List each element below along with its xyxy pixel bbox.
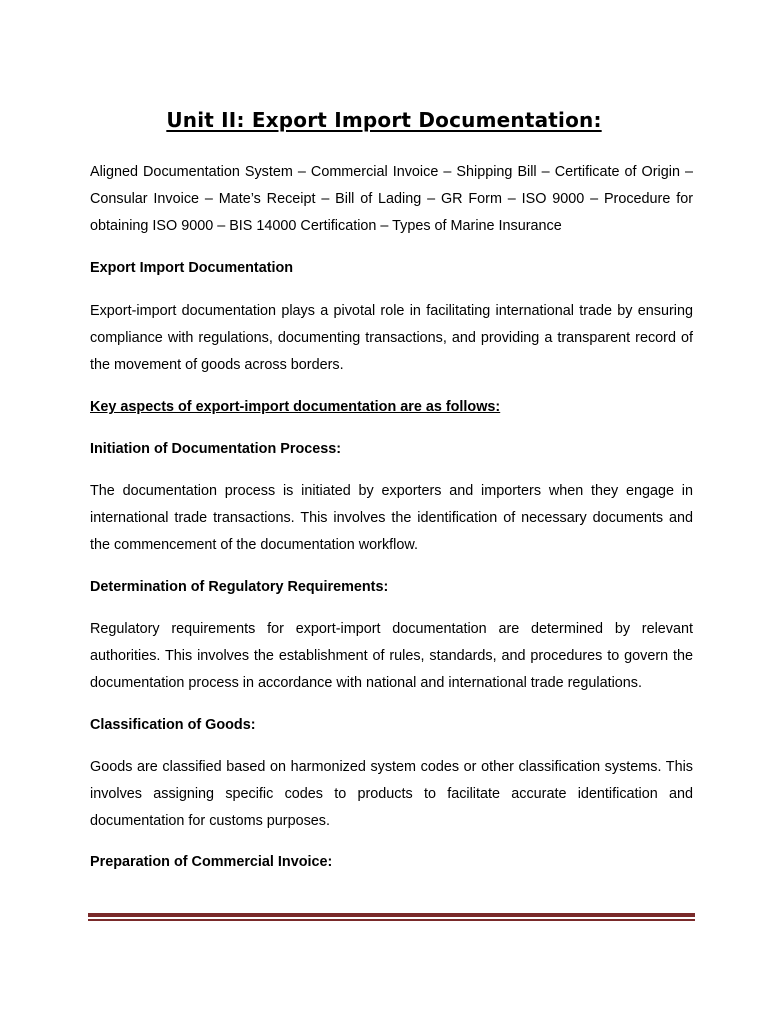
footer-divider [88,913,695,921]
classification-paragraph: Goods are classified based on harmonized system codes or other classification systems. This involves assigning specific codes to products to facilitate accurate identification and documentation for customs purposes. [90,759,693,829]
key-aspects-heading: Key aspects of export-import documentation are as follows: [90,399,501,415]
section-heading: Export Import Documentation [90,260,294,276]
regulatory-heading: Determination of Regulatory Requirements: [90,579,389,595]
classification-heading: Classification of Goods: [90,717,256,733]
initiation-paragraph: The documentation process is initiated by exporters and importers when they engage in international trade transactions. This involves the identification of necessary documents and the commencement of the documentation workflow. [90,483,693,553]
invoice-heading: Preparation of Commercial Invoice: [90,854,333,870]
initiation-heading: Initiation of Documentation Process: [90,441,342,457]
regulatory-paragraph: Regulatory requirements for export-import documentation are determined by relevant authorities. This involves the establishment of rules, standards, and procedures to govern the documentation process in accordance with national and international trade regulations. [90,621,693,691]
section-body-paragraph: Export-import documentation plays a pivotal role in facilitating international trade by ensuring compliance with regulations, documenting transactions, and providing a transparent record of the movement of goods across borders. [90,303,693,373]
page-title: Unit II: Export Import Documentation: [166,108,602,132]
intro-paragraph: Aligned Documentation System – Commercial Invoice – Shipping Bill – Certificate of Origin – Consular Invoice – Mate’s Receipt – Bill of Lading – GR Form – ISO 9000 – Procedure for obtaining ISO 9000 – BIS 14000 Certification – Types of Marine Insurance [90,164,693,234]
footer-divider-thin-line [88,919,695,921]
